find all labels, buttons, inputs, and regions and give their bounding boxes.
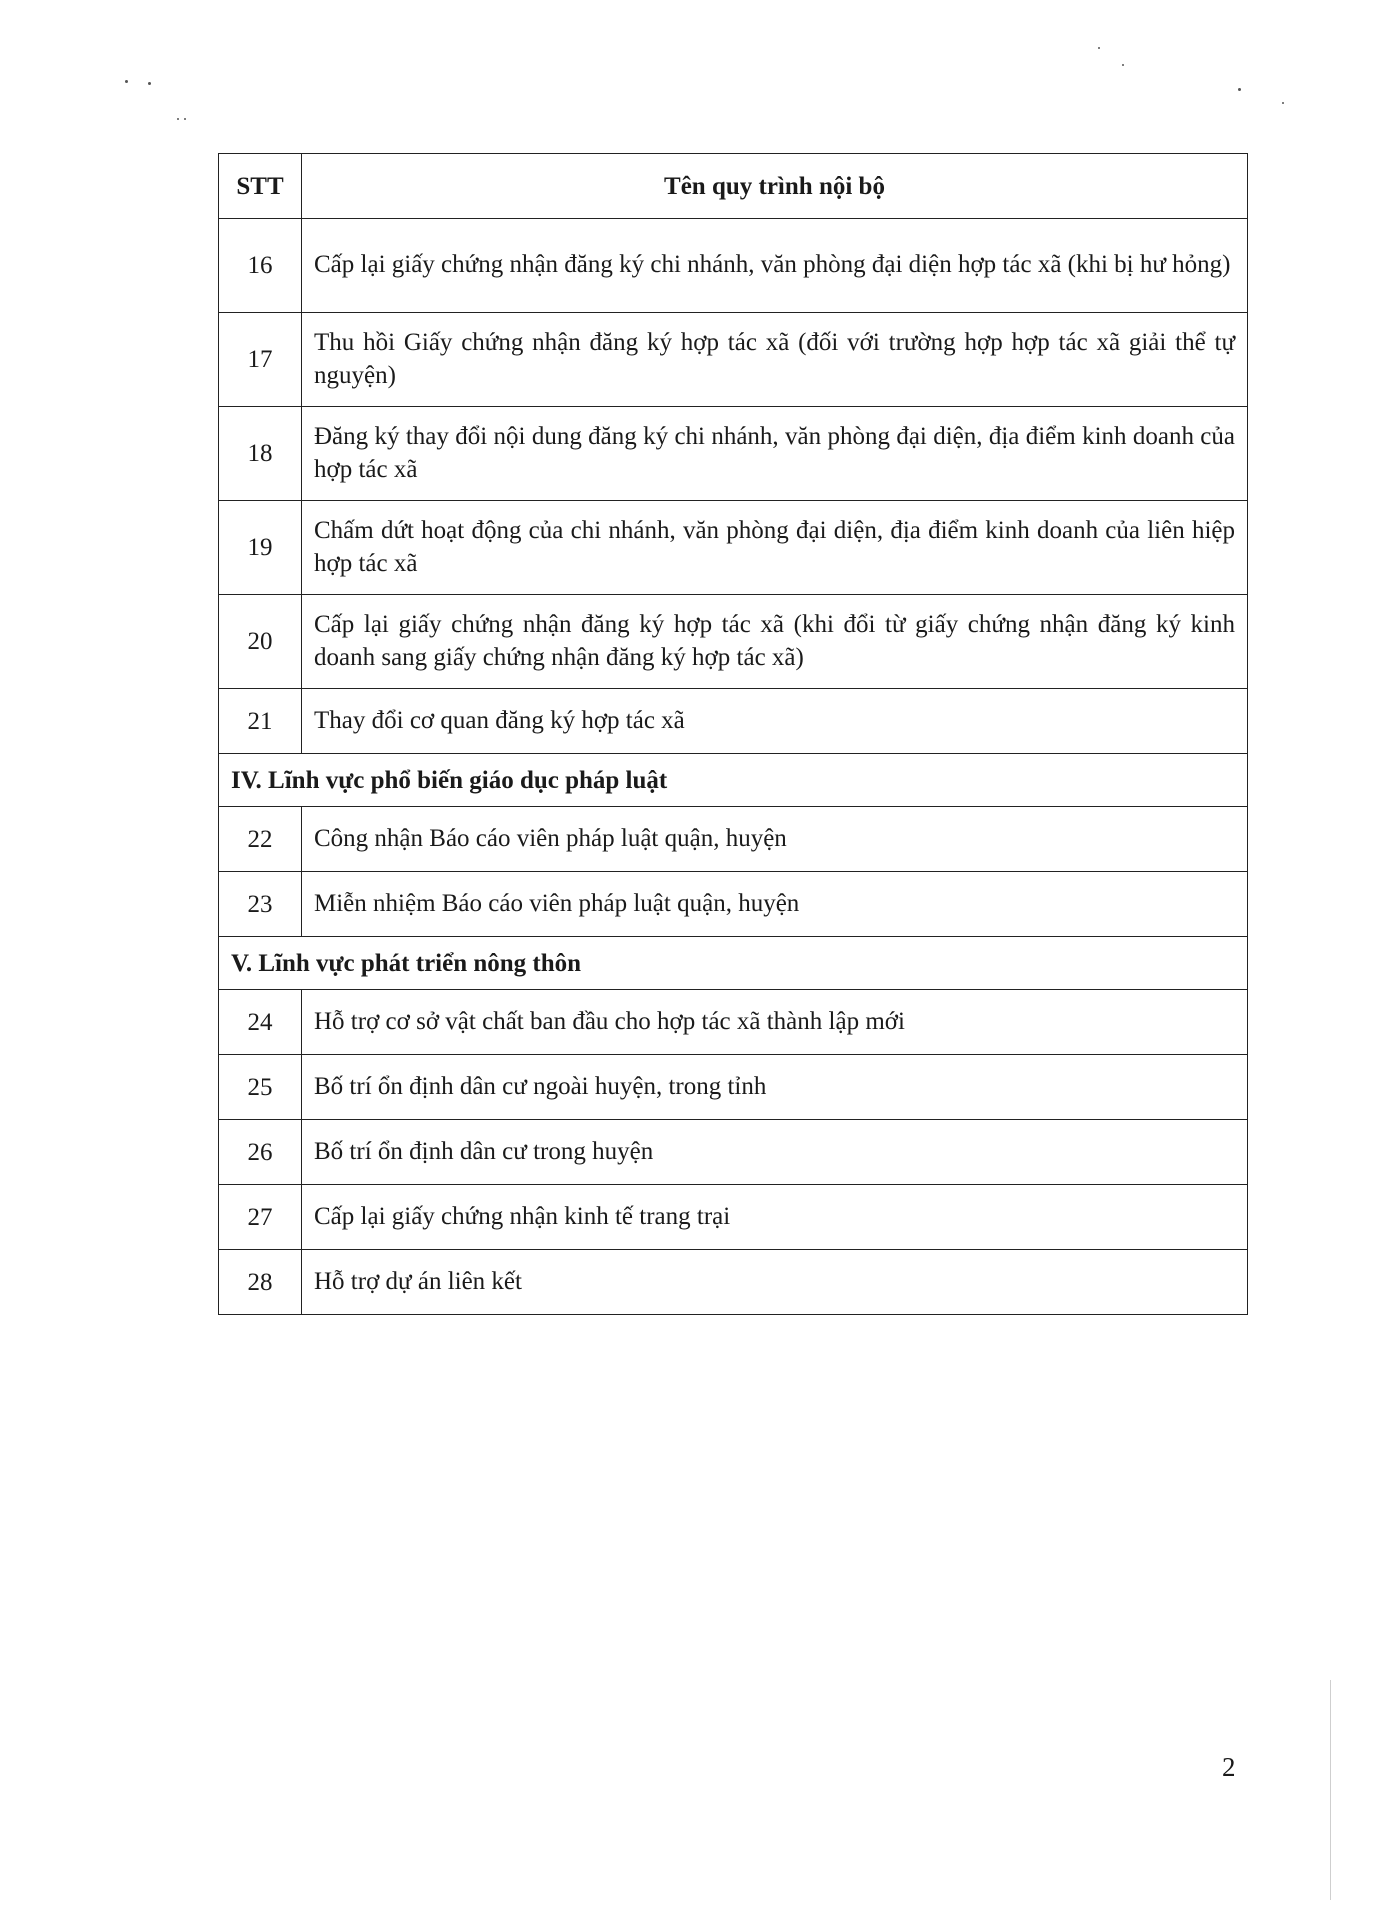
row-number: 19	[219, 501, 302, 595]
row-number: 25	[219, 1055, 302, 1120]
scan-speck	[125, 80, 128, 83]
section-heading-row	[219, 937, 1248, 990]
table-row	[219, 1250, 1248, 1315]
procedure-name: Bố trí ổn định dân cư trong huyện	[302, 1120, 1248, 1185]
header-procedure-name: Tên quy trình nội bộ	[302, 154, 1248, 219]
table-row	[219, 407, 1248, 501]
row-number: 24	[219, 990, 302, 1055]
procedure-name: Chấm dứt hoạt động của chi nhánh, văn phòng đại diện, địa điểm kinh doanh của liên hiệp hợp tác xã	[302, 501, 1248, 595]
table-row	[219, 872, 1248, 937]
scan-speck	[184, 118, 186, 120]
table-row	[219, 689, 1248, 754]
scan-speck	[1098, 47, 1100, 49]
scan-speck	[148, 82, 151, 85]
row-number: 28	[219, 1250, 302, 1315]
table-row	[219, 1185, 1248, 1250]
procedure-name: Cấp lại giấy chứng nhận đăng ký chi nhánh, văn phòng đại diện hợp tác xã (khi bị hư hỏng)	[302, 219, 1248, 313]
procedure-name: Đăng ký thay đổi nội dung đăng ký chi nhánh, văn phòng đại diện, địa điểm kinh doanh của hợp tác xã	[302, 407, 1248, 501]
procedure-name: Cấp lại giấy chứng nhận kinh tế trang trại	[302, 1185, 1248, 1250]
header-stt: STT	[219, 154, 302, 219]
row-number: 23	[219, 872, 302, 937]
procedure-name: Công nhận Báo cáo viên pháp luật quận, huyện	[302, 807, 1248, 872]
table-row	[219, 990, 1248, 1055]
row-number: 21	[219, 689, 302, 754]
section-heading: V. Lĩnh vực phát triển nông thôn	[219, 937, 1248, 990]
scan-speck	[1122, 64, 1124, 66]
procedures-table	[218, 153, 1248, 1315]
procedure-name: Cấp lại giấy chứng nhận đăng ký hợp tác xã (khi đổi từ giấy chứng nhận đăng ký kinh doanh sang giấy chứng nhận đăng ký hợp tác xã)	[302, 595, 1248, 689]
procedure-name: Hỗ trợ cơ sở vật chất ban đầu cho hợp tác xã thành lập mới	[302, 990, 1248, 1055]
procedure-name: Bố trí ổn định dân cư ngoài huyện, trong tỉnh	[302, 1055, 1248, 1120]
section-heading: IV. Lĩnh vực phổ biến giáo dục pháp luật	[219, 754, 1248, 807]
scan-speck	[177, 118, 179, 120]
scan-speck	[1238, 88, 1241, 91]
row-number: 22	[219, 807, 302, 872]
table-header-row	[219, 154, 1248, 219]
table-row	[219, 1055, 1248, 1120]
procedure-name: Hỗ trợ dự án liên kết	[302, 1250, 1248, 1315]
scan-edge-line	[1330, 1680, 1331, 1900]
procedure-name: Thay đổi cơ quan đăng ký hợp tác xã	[302, 689, 1248, 754]
procedure-name: Miễn nhiệm Báo cáo viên pháp luật quận, huyện	[302, 872, 1248, 937]
table-row	[219, 313, 1248, 407]
section-heading-row	[219, 754, 1248, 807]
procedure-name: Thu hồi Giấy chứng nhận đăng ký hợp tác xã (đối với trường hợp hợp tác xã giải thể tự nguyện)	[302, 313, 1248, 407]
table-row	[219, 1120, 1248, 1185]
table-row	[219, 595, 1248, 689]
row-number: 18	[219, 407, 302, 501]
row-number: 16	[219, 219, 302, 313]
page-number: 2	[1222, 1752, 1236, 1782]
row-number: 17	[219, 313, 302, 407]
row-number: 20	[219, 595, 302, 689]
scan-speck	[1282, 102, 1284, 104]
table-row	[219, 219, 1248, 313]
table-row	[219, 807, 1248, 872]
row-number: 27	[219, 1185, 302, 1250]
table-row	[219, 501, 1248, 595]
row-number: 26	[219, 1120, 302, 1185]
